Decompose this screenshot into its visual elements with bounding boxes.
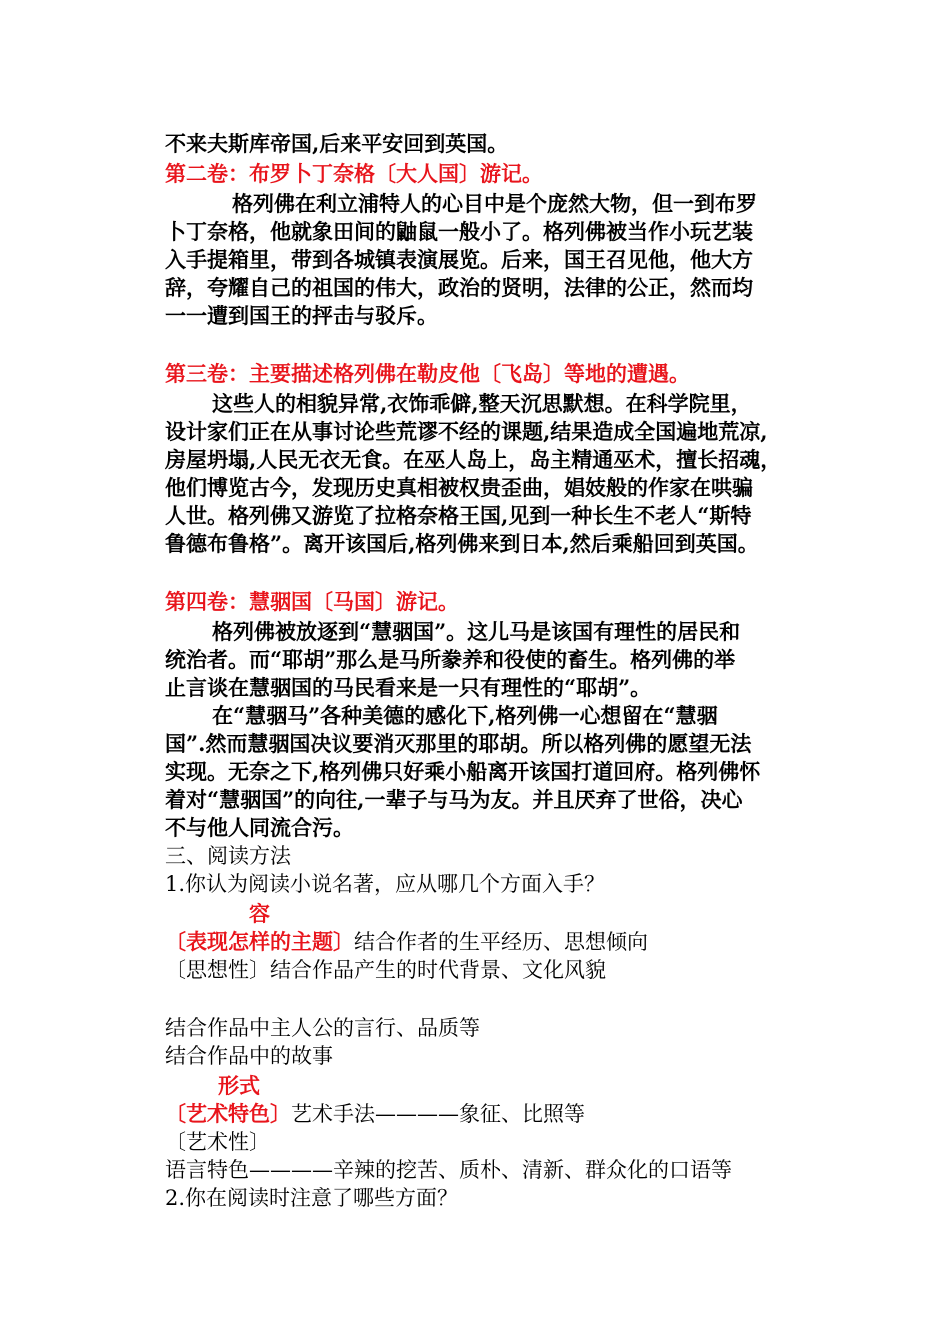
text-line: 不来夫斯库帝国,后来平安回到英国。 [165, 131, 509, 156]
text-line: 辞，夸耀自己的祖国的伟大，政治的贤明，法律的公正，然而均 [165, 275, 753, 300]
text-line: 统治者。而“耶胡”那么是马所豢养和役使的畜生。格列佛的举 [165, 647, 736, 672]
volume-three-heading: 第三卷：主要描述格列佛在勒皮他〔飞岛〕等地的遭遇。 [165, 361, 690, 386]
question-one: 1.你认为阅读小说名著，应从哪几个方面入手？ [165, 872, 606, 896]
volume-four-heading: 第四卷：慧骃国〔马国〕游记。 [165, 589, 459, 614]
text-line: 设计家们正在从事讨论些荒谬不经的课题,结果造成全国遍地荒凉, [165, 419, 768, 444]
text-line: 人世。格列佛又游览了拉格奈格王国,见到一种长生不老人“斯特 [165, 503, 752, 528]
text-line: 〔艺术性〕 [165, 1130, 270, 1154]
text-line: 卜丁奈格，他就象田间的鼬鼠一般小了。格列佛被当作小玩艺装 [165, 219, 753, 244]
theme-label: 〔表现怎样的主题〕 [165, 929, 354, 954]
section-three-title: 三、阅读方法 [165, 844, 291, 868]
theme-text: 结合作者的生平经历、思想倾向 [354, 930, 648, 954]
form-label: 形式 [218, 1073, 260, 1098]
text-line: 这些人的相貌异常,衣饰乖僻,整天沉思默想。在科学院里， [212, 391, 752, 416]
question-two: 2.你在阅读时注意了哪些方面？ [165, 1186, 459, 1210]
text-line: 〔思想性〕结合作品产生的时代背景、文化风貌 [165, 958, 606, 982]
text-line: 着对“慧骃国”的向往,一辈子与马为友。并且厌弃了世俗，决心 [165, 787, 743, 812]
art-feature-text: 艺术手法————象征、比照等 [291, 1102, 585, 1126]
art-feature-label: 〔艺术特色〕 [165, 1101, 291, 1126]
text-line: 他们博览古今，发现历史真相被权贵歪曲，娼妓般的作家在哄骗 [165, 475, 753, 500]
text-line: 在“慧骃马”各种美德的感化下,格列佛一心想留在“慧骃 [212, 703, 718, 728]
text-line: 国”.然而慧骃国决议要消灭那里的耶胡。所以格列佛的愿望无法 [165, 731, 752, 756]
text-line: 格列佛在利立浦特人的心目中是个庞然大物，但一到布罗 [232, 191, 757, 216]
theme-line [165, 928, 648, 956]
volume-two-heading: 第二卷：布罗卜丁奈格〔大人国〕游记。 [165, 161, 543, 186]
text-line: 结合作品中的故事 [165, 1044, 333, 1068]
text-line: 房屋坍塌,人民无衣无食。在巫人岛上，岛主精通巫术，擅长招魂， [165, 447, 782, 472]
content-label: 容 [249, 901, 270, 926]
text-line: 实现。无奈之下,格列佛只好乘小船离开该国打道回府。格列佛怀 [165, 759, 761, 784]
text-line: 不与他人同流合污。 [165, 815, 354, 840]
text-line: 语言特色————辛辣的挖苦、质朴、清新、群众化的口语等 [165, 1158, 732, 1182]
text-line: 鲁德布鲁格”。离开该国后,格列佛来到日本,然后乘船回到英国。 [165, 531, 759, 556]
art-feature-line [165, 1100, 585, 1128]
text-line: 结合作品中主人公的言行、品质等 [165, 1016, 480, 1040]
text-line: 格列佛被放逐到“慧骃国”。这儿马是该国有理性的居民和 [212, 619, 741, 644]
text-line: 入手提箱里，带到各城镇表演展览。后来，国王召见他，他大方 [165, 247, 753, 272]
text-line: 一一遭到国王的抨击与驳斥。 [165, 303, 438, 328]
text-line: 止言谈在慧骃国的马民看来是一只有理性的“耶胡”。 [165, 675, 652, 700]
